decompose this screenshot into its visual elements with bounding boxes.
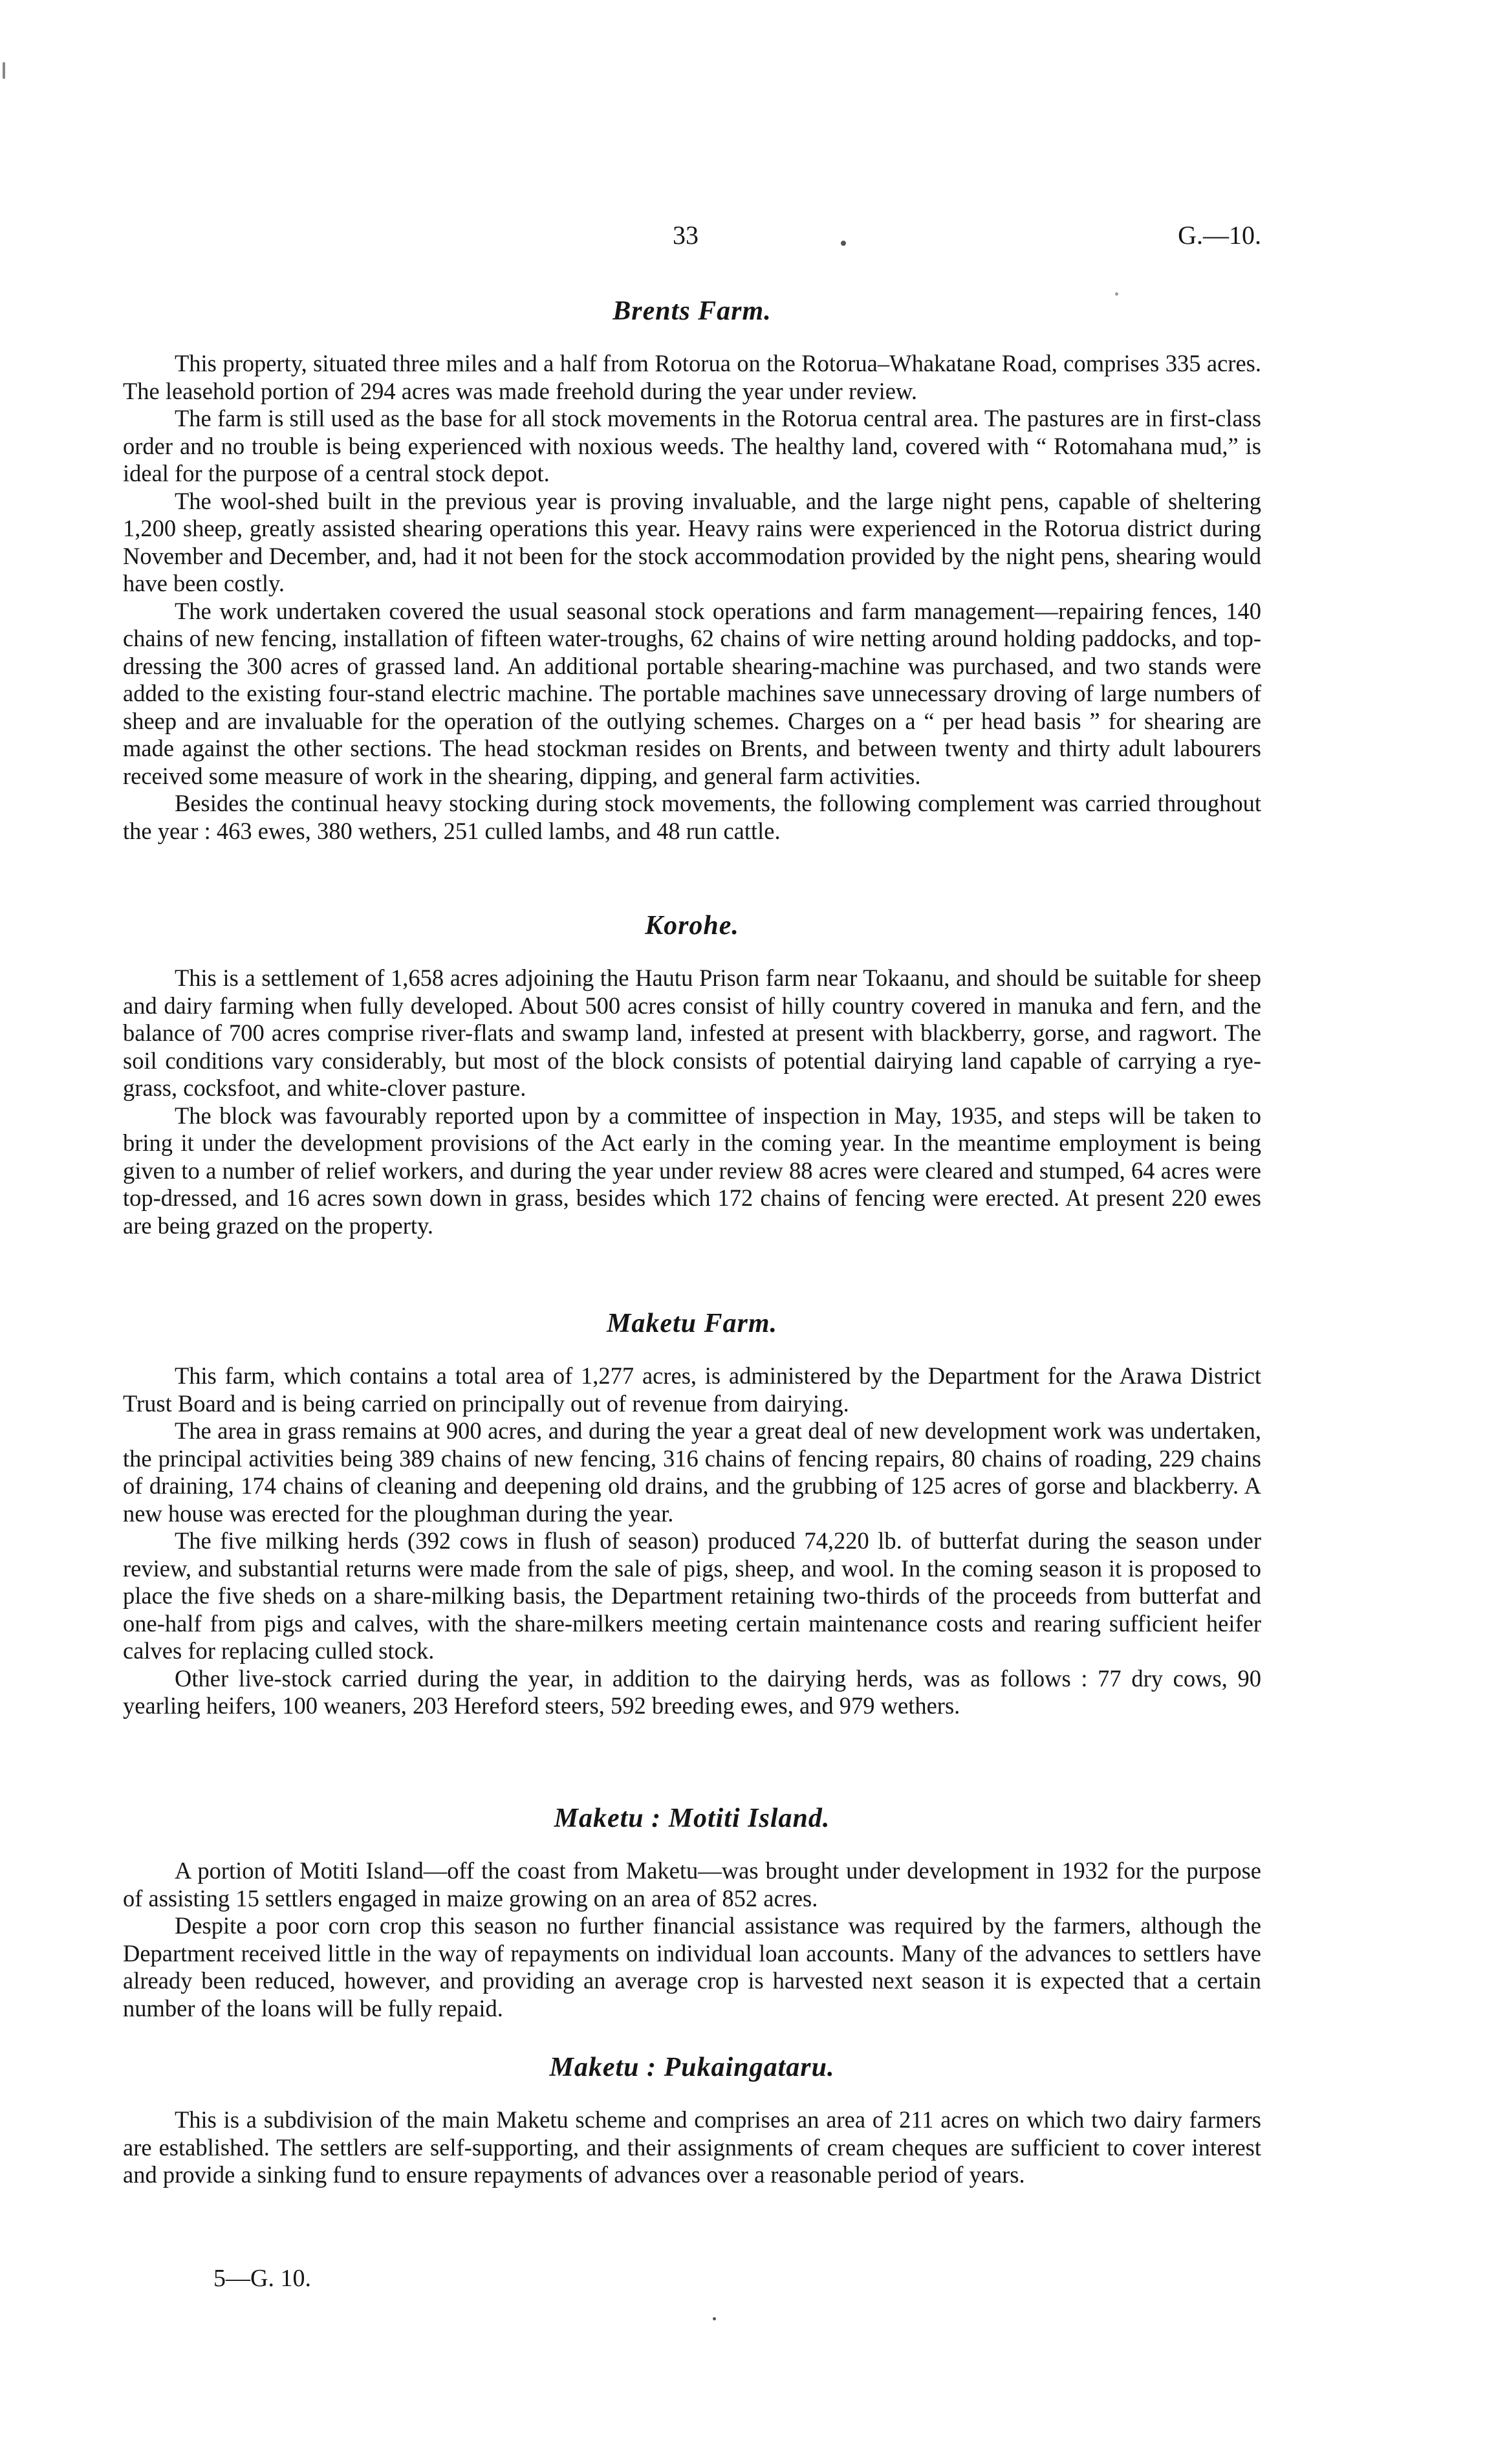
document-code: G.—10. xyxy=(1178,221,1261,250)
paragraph: The farm is still used as the base for all stock movements in the Rotorua central area. The pastures are in first-class order and no trouble is being experienced with noxious weeds. The healthy land, covered with “ Rotomahana mud,” is ideal for the purpose of a central stock depot. xyxy=(123,405,1261,486)
section-title: Maketu : Pukaingataru. xyxy=(549,2053,835,2082)
section-brents-farm xyxy=(123,294,1261,845)
footer-code: 5—G. 10. xyxy=(213,2265,311,2292)
scan-speck xyxy=(713,2317,716,2320)
section-title: Korohe. xyxy=(645,911,739,941)
paragraph: The area in grass remains at 900 acres, and during the year a great deal of new development work was undertaken, the principal activities being 389 chains of new fencing, 316 chains of fencing repairs, 80 chains of roading, 229 chains of draining, 174 chains of cleaning and deepening old drains, and the grubbing of 125 acres of gorse and blackberry. A new house was erected for the ploughman during the year. xyxy=(123,1417,1261,1527)
scan-speck xyxy=(1115,292,1118,296)
section-pukaingataru xyxy=(123,2051,1261,2189)
section-maketu-farm xyxy=(123,1307,1261,1720)
paragraph: Despite a poor corn crop this season no further financial assistance was required by the farmers, although the Department received little in the way of repayments on individual loan accounts. Many of the advances to settlers have already been reduced, however, and providing an average crop is harvested next season it is expected that a certain number of the loans will be fully repaid. xyxy=(123,1912,1261,2022)
section-title: Maketu Farm. xyxy=(606,1309,778,1338)
page-number: 33 xyxy=(673,221,699,250)
scan-speck xyxy=(841,241,846,246)
paragraph: Other live-stock carried during the year, in addition to the dairying herds, was as follows : 77 dry cows, 90 yearling heifers, 100 weaners, 203 Hereford steers, 592 breeding ewes, and 979 wethers. xyxy=(123,1664,1261,1719)
paragraph: A portion of Motiti Island—off the coast from Maketu—was brought under development in 1932 for the purpose of assisting 15 settlers engaged in maize growing on an area of 852 acres. xyxy=(123,1857,1261,1912)
page-header xyxy=(123,220,1261,259)
paragraph: This farm, which contains a total area of 1,277 acres, is administered by the Department for the Arawa District Trust Board and is being carried on principally out of revenue from dairying. xyxy=(123,1362,1261,1417)
paragraph: Besides the continual heavy stocking during stock movements, the following complement was carried throughout the year : 463 ewes, 380 wethers, 251 culled lambs, and 48 run cattle. xyxy=(123,790,1261,844)
section-korohe xyxy=(123,909,1261,1239)
paragraph: This is a subdivision of the main Maketu scheme and comprises an area of 211 acres on which two dairy farmers are established. The settlers are self-supporting, and their assignments of cream cheques are sufficient to cover interest and provide a sinking fund to ensure repayments of advances over a reasonable period of years. xyxy=(123,2106,1261,2188)
paragraph: The block was favourably reported upon by a committee of inspection in May, 1935, and steps will be taken to bring it under the development provisions of the Act early in the coming year. In the meantime employment is being given to a number of relief workers, and during the year under review 88 acres were cleared and stumped, 64 acres were top-dressed, and 16 acres sown down in grass, besides which 172 chains of fencing were erected. At present 220 ewes are being grazed on the property. xyxy=(123,1102,1261,1239)
paragraph: The five milking herds (392 cows in flush of season) produced 74,220 lb. of butterfat during the season under review, and substantial returns were made from the sale of pigs, sheep, and wool. In the coming season it is proposed to place the five sheds on a share-milking basis, the Department retaining two-thirds of the proceeds from butterfat and one-half from pigs and calves, with the share-milkers meeting certain maintenance costs and rearing sufficient heifer calves for replacing culled stock. xyxy=(123,1527,1261,1664)
paragraph: This is a settlement of 1,658 acres adjoining the Hautu Prison farm near Tokaanu, and should be suitable for sheep and dairy farming when fully developed. About 500 acres consist of hilly country covered in manuka and fern, and the balance of 700 acres comprise river-flats and swamp land, infested at present with blackberry, gorse, and ragwort. The soil conditions vary considerably, but most of the block consists of potential dairying land capable of carrying a rye-grass, cocksfoot, and white-clover pasture. xyxy=(123,965,1261,1101)
section-title: Maketu : Motiti Island. xyxy=(554,1804,830,1833)
section-motiti-island xyxy=(123,1802,1261,2022)
paragraph: The wool-shed built in the previous year is proving invaluable, and the large night pens, capable of sheltering 1,200 sheep, greatly assisted shearing operations this year. Heavy rains were experienced in the Rotorua district during November and December, and, had it not been for the stock accommodation provided by the night pens, shearing would have been costly. xyxy=(123,487,1261,596)
scan-mark xyxy=(3,62,5,79)
section-title: Brents Farm. xyxy=(612,296,772,326)
paragraph: This property, situated three miles and a half from Rotorua on the Rotorua–Whakatane Road, comprises 335 acres. The leasehold portion of 294 acres was made freehold during the year under review. xyxy=(123,350,1261,404)
paragraph: The work undertaken covered the usual seasonal stock operations and farm management—repairing fences, 140 chains of new fencing, installation of fifteen water-troughs, 62 chains of wire netting around holding paddocks, and top-dressing the 300 acres of grassed land. An additional portable shearing-machine was purchased, and two stands were added to the existing four-stand electric machine. The portable machines save unnecessary droving of large numbers of sheep and are invaluable for the operation of the outlying schemes. Charges on a “ per head basis ” for shearing are made against the other sections. The head stockman resides on Brents, and between twenty and thirty adult labourers received some measure of work in the shearing, dipping, and general farm activities. xyxy=(123,597,1261,789)
